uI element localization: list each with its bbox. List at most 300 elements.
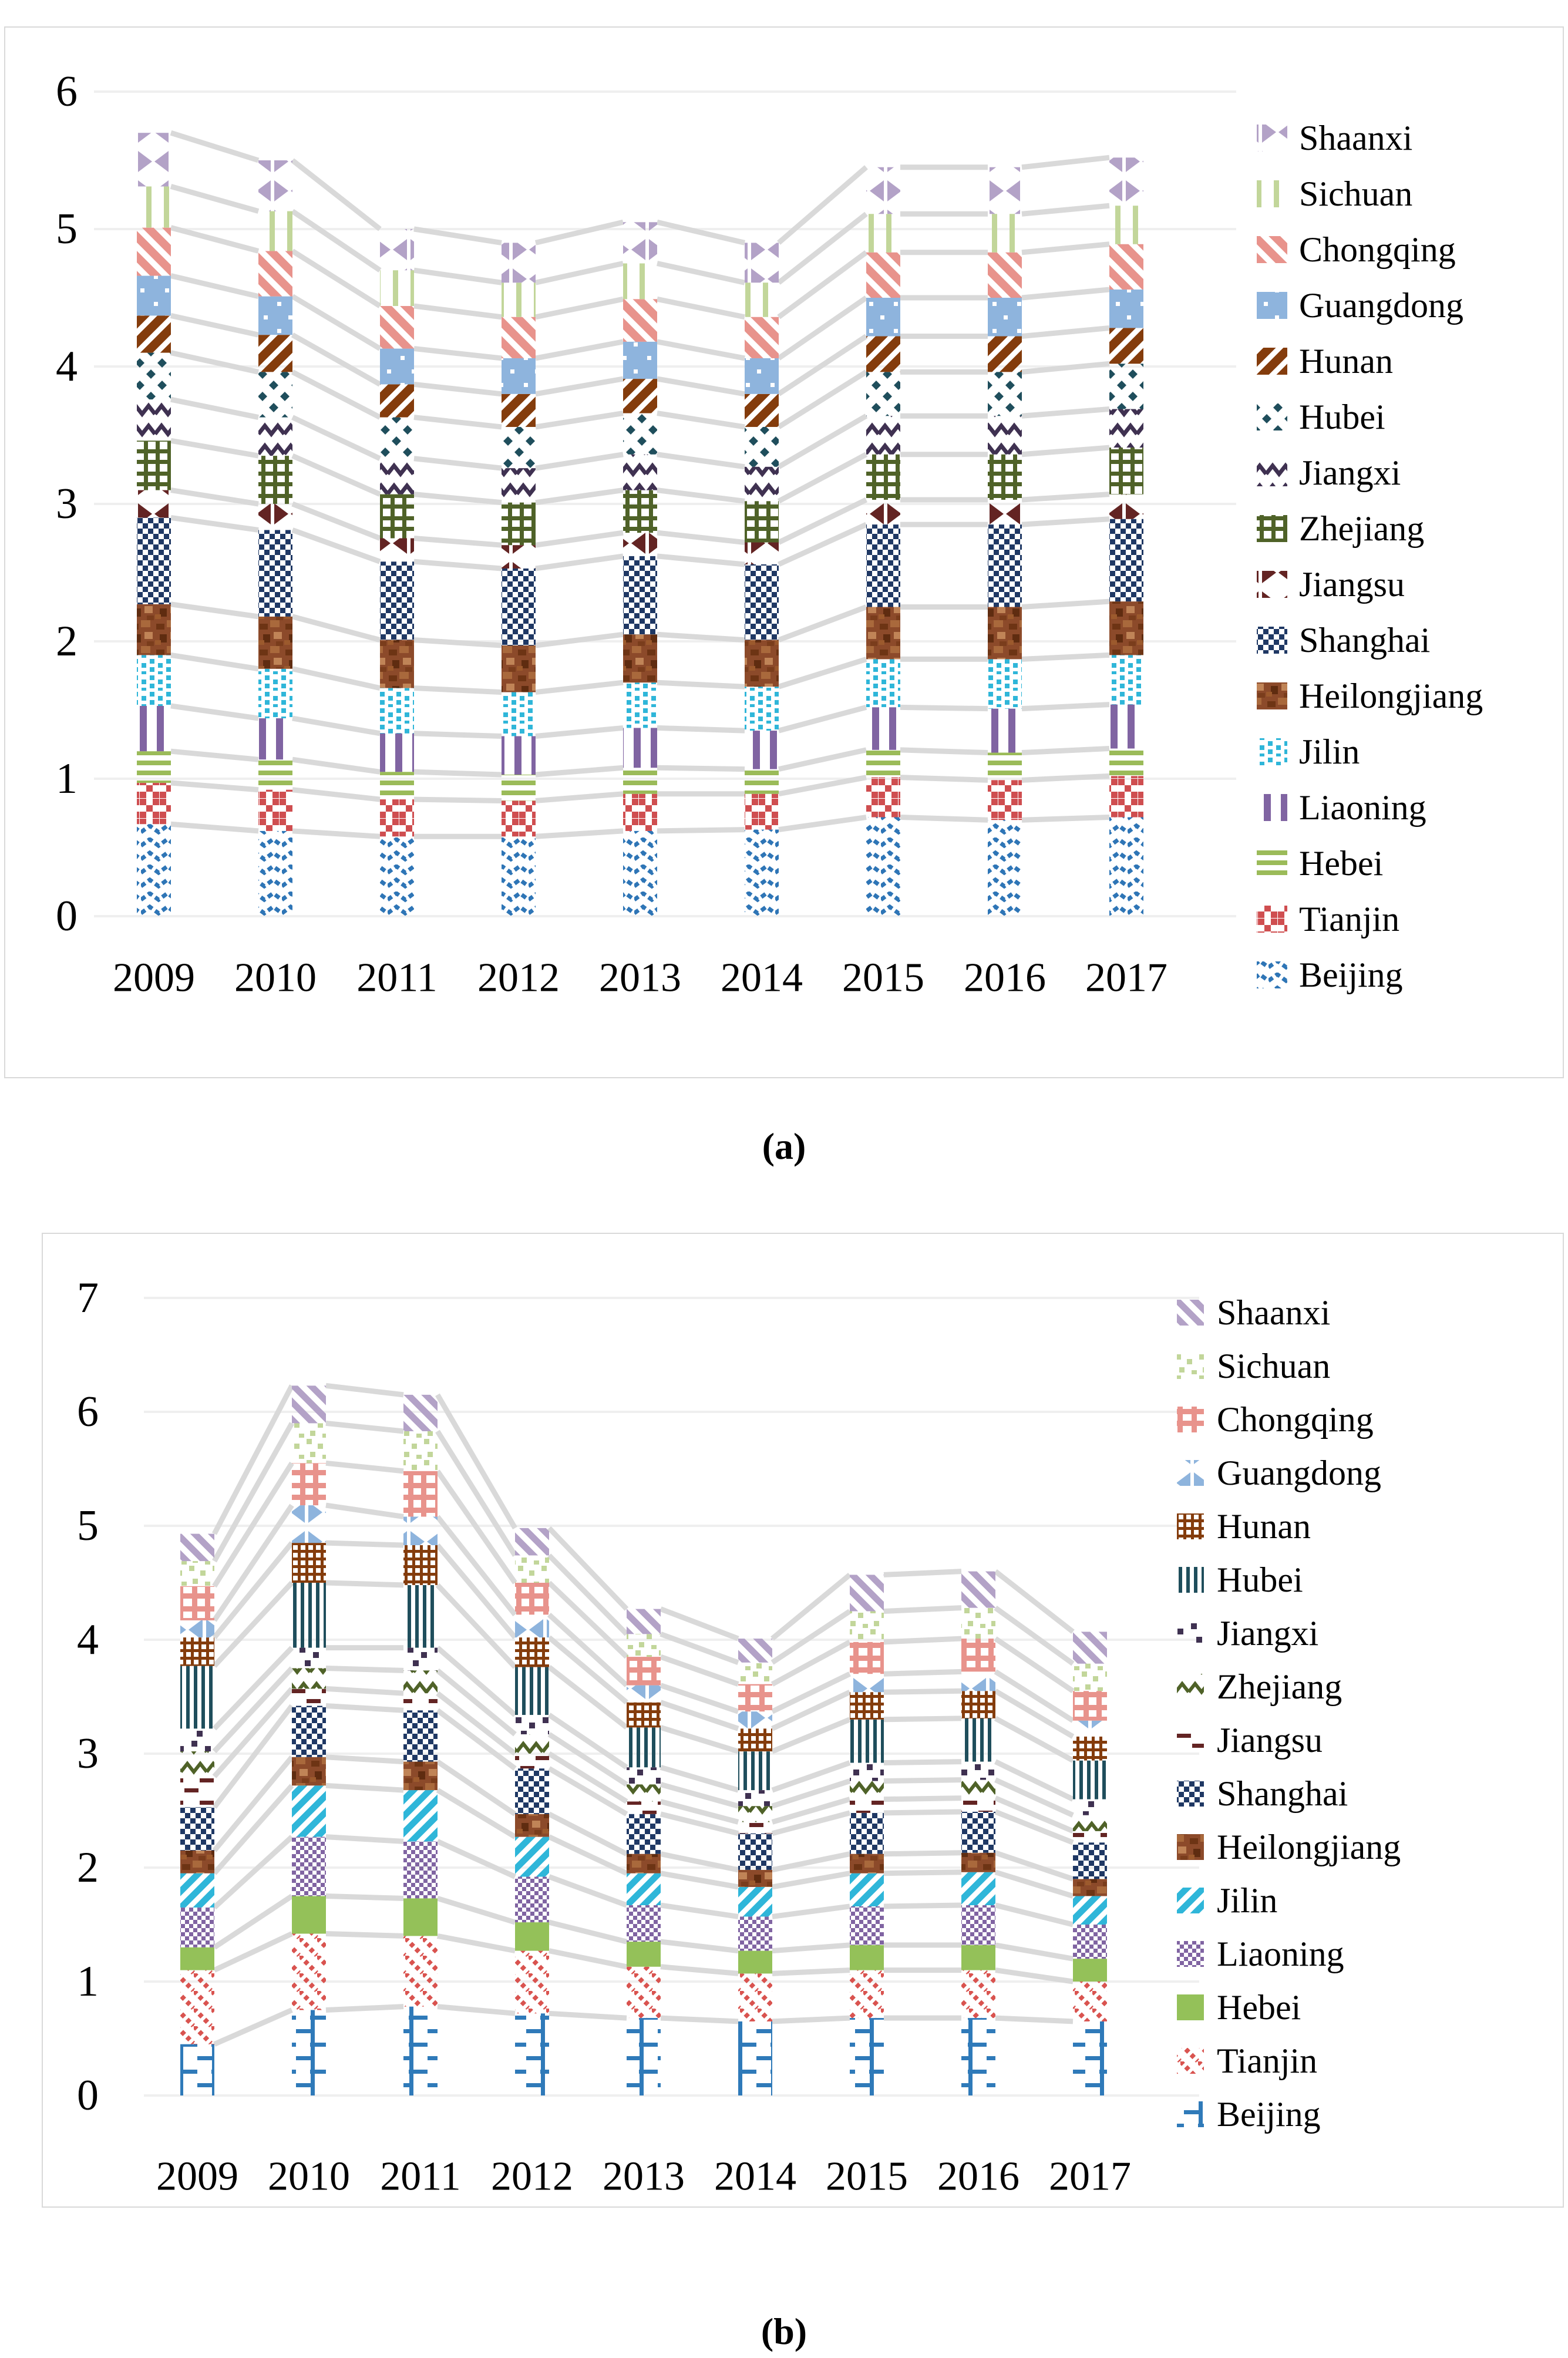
legend-label: Chongqing: [1217, 1400, 1374, 1439]
legend-label: Liaoning: [1217, 1935, 1344, 1973]
bar-segment-hebei: [627, 1942, 661, 1967]
legend-item: [1257, 119, 1412, 157]
bar-segment-hunan: [403, 1545, 438, 1585]
bar-segment-zhejiang: [866, 455, 900, 500]
series-connector-line: [884, 1780, 961, 1781]
bar-segment-heilongjiang: [292, 1757, 326, 1786]
bar-segment-chongqing: [745, 317, 779, 358]
bar-segment-guangdong: [137, 276, 171, 316]
bar-segment-beijing: [380, 836, 414, 916]
legend-label: Hebei: [1217, 1988, 1301, 2027]
bar-segment-heilongjiang: [1109, 601, 1143, 655]
bar-segment-liaoning: [961, 1905, 995, 1945]
legend-marker-shaanxi-icon: [1257, 125, 1287, 152]
bar-segment-tianjin: [1073, 1982, 1107, 2021]
bar-segment-hunan: [738, 1728, 772, 1751]
bar-segment-jiangxi: [292, 1648, 326, 1669]
bar-segment-hubei: [1073, 1761, 1107, 1799]
series-connector-line: [414, 799, 502, 800]
series-connector-line: [326, 1423, 403, 1431]
legend-marker-guangdong-icon: [1177, 1460, 1204, 1486]
bar-segment-beijing: [180, 2044, 214, 2095]
series-connector-line: [995, 1762, 1073, 1799]
legend-item: [1257, 677, 1483, 715]
bar-segment-shaanxi: [745, 243, 779, 282]
bar-segment-tianjin: [738, 1973, 772, 2021]
legend-item: [1177, 1560, 1303, 1599]
series-connector-line: [900, 778, 988, 781]
series-connector-line: [884, 1853, 961, 1854]
x-tick-label: 2012: [477, 955, 560, 1001]
bar-segment-guangdong: [623, 342, 657, 379]
legend-marker-hunan-icon: [1257, 348, 1287, 375]
bar-segment-hunan: [502, 394, 536, 427]
bar-segment-shanghai: [988, 524, 1022, 607]
bar-segment-guangdong: [961, 1671, 995, 1691]
chart-b-canvas: [0, 1204, 1568, 2358]
bar-segment-beijing: [866, 818, 900, 916]
bar-segment-sichuan: [623, 264, 657, 300]
series-connector-line: [326, 1837, 403, 1842]
series-connector-line: [326, 1896, 403, 1899]
series-connector-line: [171, 133, 258, 160]
series-connector-line: [661, 1942, 738, 1951]
bar-segment-shanghai: [627, 1814, 661, 1854]
series-connector-line: [292, 831, 380, 836]
bar-segment-heilongjiang: [403, 1762, 438, 1791]
bar-segment-jilin: [988, 659, 1022, 708]
bar-segment-beijing: [961, 2018, 995, 2095]
series-connector-line: [779, 337, 866, 394]
bar-segment-liaoning: [515, 1877, 549, 1923]
bar-segment-hebei: [258, 759, 292, 789]
bar-segment-shaanxi: [137, 133, 171, 186]
bar-segment-jiangsu: [745, 543, 779, 564]
bar-segment-zhejiang: [623, 490, 657, 533]
bar-segment-liaoning: [502, 736, 536, 775]
bar-segment-hebei: [137, 751, 171, 783]
series-connector-line: [414, 459, 502, 468]
bar-segment-sichuan: [502, 282, 536, 317]
legend-item: [1257, 230, 1456, 269]
series-connector-line: [214, 1837, 292, 1908]
legend-marker-beijing-icon: [1257, 961, 1287, 988]
bar-segment-hubei: [623, 413, 657, 455]
bar-segment-guangdong: [403, 1516, 438, 1545]
bar-segment-chongqing: [850, 1642, 884, 1674]
bar-segment-jiangxi: [738, 1790, 772, 1806]
bar-segment-shaanxi: [627, 1609, 661, 1634]
legend-marker-jiangsu-icon: [1177, 1727, 1204, 1753]
bar-segment-tianjin: [137, 783, 171, 824]
bar-segment-shaanxi: [961, 1572, 995, 1608]
legend-item: [1177, 1293, 1330, 1332]
bar-segment-zhejiang: [745, 501, 779, 542]
series-connector-line: [414, 495, 502, 503]
bar-segment-liaoning: [258, 718, 292, 759]
bar-segment-zhejiang: [738, 1806, 772, 1822]
legend-label: Guangdong: [1217, 1454, 1381, 1492]
series-connector-line: [414, 561, 502, 569]
bar-segment-shanghai: [380, 561, 414, 640]
bar-segment-chongqing: [1073, 1691, 1107, 1720]
legend-label: Beijing: [1217, 2095, 1321, 2134]
bar-segment-hunan: [258, 335, 292, 372]
x-tick-label: 2016: [964, 955, 1046, 1001]
series-connector-line: [171, 604, 258, 617]
x-tick-label: 2016: [937, 2154, 1019, 2199]
bar-segment-jilin: [502, 692, 536, 736]
bar-segment-tianjin: [866, 778, 900, 818]
series-connector-line: [214, 1385, 292, 1533]
bar-segment-liaoning: [137, 706, 171, 751]
series-connector-line: [438, 1431, 515, 1555]
bar-segment-hubei: [137, 353, 171, 400]
legend-marker-jiangxi-icon: [1177, 1620, 1204, 1646]
series-connector-line: [657, 768, 745, 769]
series-connector-line: [536, 556, 623, 569]
legend-marker-tianjin-icon: [1177, 2048, 1204, 2074]
x-tick-label: 2010: [268, 2154, 350, 2199]
legend-label: Zhejiang: [1217, 1667, 1342, 1706]
bar-segment-jiangxi: [961, 1762, 995, 1780]
bar-segment-beijing: [502, 836, 536, 916]
series-connector-line: [536, 299, 623, 317]
bar-segment-beijing: [623, 831, 657, 916]
bar-segment-sichuan: [745, 282, 779, 317]
bar-segment-hubei: [745, 427, 779, 467]
bar-segment-tianjin: [850, 1970, 884, 2018]
series-connector-line: [884, 1812, 961, 1813]
bar-segment-sichuan: [515, 1555, 549, 1583]
x-tick-label: 2014: [714, 2154, 796, 2199]
series-connector-line: [214, 1688, 292, 1776]
series-connector-line: [214, 1757, 292, 1851]
y-tick-label: 0: [56, 892, 78, 940]
series-connector-line: [326, 1785, 403, 1790]
series-connector-line: [900, 707, 988, 708]
series-connector-line: [326, 1688, 403, 1693]
legend-marker-heilongjiang-icon: [1257, 682, 1287, 709]
bar-segment-liaoning: [403, 1841, 438, 1898]
series-connector-line: [438, 1790, 515, 1837]
bar-segment-beijing: [627, 2018, 661, 2095]
bar-segment-hunan: [1109, 328, 1143, 364]
series-connector-line: [171, 276, 258, 297]
bar-segment-heilongjiang: [866, 607, 900, 660]
bar-segment-jiangxi: [502, 468, 536, 503]
bar-segment-zhejiang: [850, 1781, 884, 1799]
legend-marker-tianjin-icon: [1257, 906, 1287, 933]
series-connector-line: [326, 1934, 403, 1936]
legend-item: [1177, 2095, 1321, 2134]
series-connector-line: [779, 167, 866, 243]
legend-item: [1257, 956, 1403, 994]
bar-segment-liaoning: [180, 1908, 214, 1947]
series-connector-line: [171, 824, 258, 831]
series-connector-line: [171, 490, 258, 504]
bar-segment-chongqing: [180, 1586, 214, 1620]
legend-marker-hubei-icon: [1177, 1567, 1204, 1593]
bar-segment-shaanxi: [403, 1395, 438, 1431]
legend-label: Hubei: [1299, 398, 1385, 436]
x-tick-label: 2011: [356, 955, 438, 1001]
bar-segment-hubei: [502, 427, 536, 468]
bar-segment-tianjin: [961, 1970, 995, 2018]
bar-segment-hunan: [137, 315, 171, 352]
legend-label: Jiangsu: [1299, 565, 1405, 604]
bar-segment-zhejiang: [137, 440, 171, 490]
bar-segment-hunan: [627, 1703, 661, 1728]
series-connector-line: [1022, 157, 1109, 167]
bar-segment-jiangsu: [1109, 495, 1143, 519]
series-connector-line: [884, 1798, 961, 1799]
bar-segment-jilin: [292, 1785, 326, 1836]
series-connector-line: [884, 1762, 961, 1763]
series-connector-line: [536, 342, 623, 358]
bar-segment-shanghai: [515, 1768, 549, 1814]
series-connector-line: [414, 734, 502, 736]
bar-segment-zhejiang: [403, 1670, 438, 1693]
bar-segment-jiangxi: [380, 459, 414, 495]
bar-segment-heilongjiang: [623, 634, 657, 682]
legend-label: Tianjin: [1299, 900, 1400, 939]
series-connector-line: [900, 818, 988, 820]
series-connector-line: [326, 1669, 403, 1671]
series-connector-line: [214, 2010, 292, 2044]
legend-label: Heilongjiang: [1217, 1828, 1401, 1866]
bar-segment-tianjin: [180, 1970, 214, 2044]
bar-segment-jiangsu: [515, 1754, 549, 1768]
x-tick-label: 2017: [1049, 2154, 1131, 2199]
bar-segment-liaoning: [380, 734, 414, 772]
bar-segment-guangdong: [502, 358, 536, 394]
bar-segment-heilongjiang: [258, 617, 292, 669]
series-connector-line: [438, 1898, 515, 1922]
series-connector-line: [214, 1423, 292, 1561]
bar-segment-liaoning: [850, 1906, 884, 1945]
bar-segment-beijing: [258, 831, 292, 916]
bar-segment-heilongjiang: [380, 640, 414, 688]
bar-segment-liaoning: [623, 728, 657, 768]
series-connector-line: [536, 264, 623, 283]
bar-segment-shanghai: [292, 1706, 326, 1757]
bar-segment-jilin: [745, 687, 779, 731]
series-connector-line: [549, 1814, 627, 1854]
series-connector-line: [549, 1922, 627, 1942]
legend-label: Hunan: [1299, 342, 1393, 381]
series-connector-line: [657, 556, 745, 564]
series-connector-line: [414, 384, 502, 393]
series-connector-line: [536, 682, 623, 692]
bar-segment-hunan: [961, 1691, 995, 1718]
bar-segment-hubei: [1109, 364, 1143, 409]
legend-marker-jiangsu-icon: [1257, 571, 1287, 598]
series-connector-line: [772, 1612, 850, 1663]
legend-label: Jilin: [1217, 1881, 1278, 1920]
series-connector-line: [326, 1583, 403, 1585]
series-connector-line: [661, 1609, 738, 1639]
bar-segment-chongqing: [292, 1463, 326, 1505]
x-tick-label: 2015: [842, 955, 924, 1001]
legend-item: [1177, 1828, 1401, 1866]
series-connector-line: [549, 2013, 627, 2018]
bar-segment-shaanxi: [258, 160, 292, 211]
bar-segment-guangdong: [988, 298, 1022, 337]
legend-marker-beijing-icon: [1177, 2101, 1204, 2127]
series-connector-line: [884, 1639, 961, 1642]
bar-segment-beijing: [515, 2013, 549, 2095]
series-connector-line: [414, 772, 502, 775]
series-connector-line: [661, 1905, 738, 1916]
bar-segment-shanghai: [866, 524, 900, 607]
series-connector-line: [536, 728, 623, 736]
series-connector-line: [326, 1543, 403, 1545]
y-tick-label: 3: [77, 1730, 99, 1778]
bar-segment-heilongjiang: [137, 604, 171, 655]
legend-label: Shaanxi: [1217, 1293, 1331, 1332]
bar-segment-jiangxi: [137, 399, 171, 440]
series-connector-line: [884, 1671, 961, 1674]
legend-item: [1177, 1988, 1301, 2027]
legend-item: [1177, 1881, 1277, 1920]
series-connector-line: [414, 270, 502, 282]
series-connector-line: [536, 794, 623, 801]
series-connector-line: [884, 1905, 961, 1906]
legend-item: [1177, 1667, 1342, 1706]
bar-segment-jilin: [738, 1887, 772, 1916]
bar-segment-jiangxi: [850, 1763, 884, 1781]
series-connector-line: [171, 228, 258, 251]
bar-segment-hunan: [1073, 1737, 1107, 1761]
legend-marker-sichuan-icon: [1177, 1353, 1204, 1379]
bar-segment-jiangxi: [745, 467, 779, 502]
bar-segment-guangdong: [180, 1620, 214, 1637]
y-tick-label: 6: [56, 68, 78, 116]
bar-segment-jiangsu: [180, 1777, 214, 1807]
series-connector-line: [995, 1639, 1073, 1691]
bar-segment-sichuan: [850, 1612, 884, 1642]
y-tick-label: 1: [56, 755, 78, 803]
x-tick-label: 2012: [491, 2154, 573, 2199]
y-tick-label: 1: [77, 1957, 99, 2006]
legend-item: [1257, 174, 1412, 213]
bar-segment-chongqing: [258, 251, 292, 296]
legend-marker-shanghai-icon: [1177, 1781, 1204, 1807]
legend-marker-shanghai-icon: [1257, 627, 1287, 654]
bar-segment-hebei: [180, 1947, 214, 1970]
bar-segment-shaanxi: [1073, 1632, 1107, 1663]
series-connector-line: [292, 759, 380, 772]
series-connector-line: [995, 1970, 1073, 1982]
bar-segment-tianjin: [380, 799, 414, 836]
legend-item: [1177, 1454, 1381, 1492]
series-connector-line: [995, 1608, 1073, 1664]
series-connector-line: [1022, 495, 1109, 500]
series-connector-line: [171, 315, 258, 335]
bar-segment-hebei: [961, 1945, 995, 1970]
bar-segment-jiangxi: [180, 1728, 214, 1751]
legend-label: Jiangxi: [1217, 1614, 1319, 1653]
bar-segment-beijing: [403, 2007, 438, 2095]
bar-segment-shanghai: [745, 564, 779, 640]
series-connector-line: [884, 1572, 961, 1575]
bar-segment-hunan: [623, 379, 657, 413]
legend-marker-jilin-icon: [1257, 738, 1287, 765]
bar-segment-liaoning: [1073, 1925, 1107, 1959]
series-connector-line: [536, 490, 623, 503]
series-connector-line: [779, 214, 866, 282]
bar-segment-zhejiang: [961, 1780, 995, 1798]
bar-segment-jilin: [627, 1873, 661, 1905]
bar-segment-hubei: [180, 1666, 214, 1729]
y-tick-label: 3: [56, 480, 78, 528]
series-connector-line: [779, 607, 866, 640]
bar-segment-shanghai: [1109, 519, 1143, 601]
legend-label: Zhejiang: [1299, 509, 1425, 548]
legend-marker-heilongjiang-icon: [1177, 1834, 1204, 1860]
legend-item: [1257, 732, 1360, 771]
series-connector-line: [1022, 655, 1109, 659]
series-connector-line: [995, 1905, 1073, 1925]
bar-segment-jiangxi: [403, 1648, 438, 1671]
series-connector-line: [657, 413, 745, 427]
series-connector-line: [326, 1505, 403, 1516]
bar-segment-jiangxi: [623, 455, 657, 490]
series-connector-line: [171, 440, 258, 456]
bar-segment-guangdong: [627, 1686, 661, 1703]
legend-label: Tianjin: [1217, 2041, 1318, 2080]
series-connector-line: [536, 634, 623, 645]
series-connector-line: [536, 831, 623, 836]
legend-marker-chongqing-icon: [1177, 1407, 1204, 1432]
series-connector-line: [772, 1970, 850, 1974]
series-connector-line: [995, 2018, 1073, 2021]
bar-segment-jiangsu: [850, 1799, 884, 1813]
series-connector-line: [1022, 749, 1109, 753]
series-connector-line: [995, 1780, 1073, 1815]
bar-segment-hubei: [380, 418, 414, 459]
legend-item: [1257, 398, 1385, 436]
bar-segment-guangdong: [1073, 1721, 1107, 1737]
bar-segment-sichuan: [866, 214, 900, 253]
bar-segment-guangdong: [292, 1505, 326, 1543]
bar-segment-jiangsu: [292, 1688, 326, 1706]
legend-label: Hubei: [1217, 1560, 1303, 1599]
bar-segment-heilongjiang: [850, 1854, 884, 1873]
series-connector-line: [214, 1706, 292, 1808]
bar-segment-hebei: [380, 772, 414, 799]
series-connector-line: [326, 1706, 403, 1711]
series-connector-line: [292, 790, 380, 799]
bar-segment-hebei: [515, 1922, 549, 1951]
bar-segment-beijing: [137, 824, 171, 916]
bar-segment-jiangsu: [1073, 1831, 1107, 1842]
bar-segment-shaanxi: [292, 1385, 326, 1423]
bar-segment-heilongjiang: [502, 645, 536, 692]
series-connector-line: [438, 1395, 515, 1528]
series-connector-line: [326, 2007, 403, 2010]
bar-segment-tianjin: [1109, 776, 1143, 817]
bar-segment-shaanxi: [988, 167, 1022, 214]
bar-segment-guangdong: [738, 1711, 772, 1728]
legend-item: [1257, 565, 1405, 604]
bar-segment-jiangxi: [1109, 409, 1143, 448]
series-connector-line: [536, 379, 623, 394]
y-tick-label: 2: [56, 617, 78, 665]
bar-segment-jilin: [180, 1873, 214, 1908]
bar-segment-shaanxi: [1109, 157, 1143, 206]
